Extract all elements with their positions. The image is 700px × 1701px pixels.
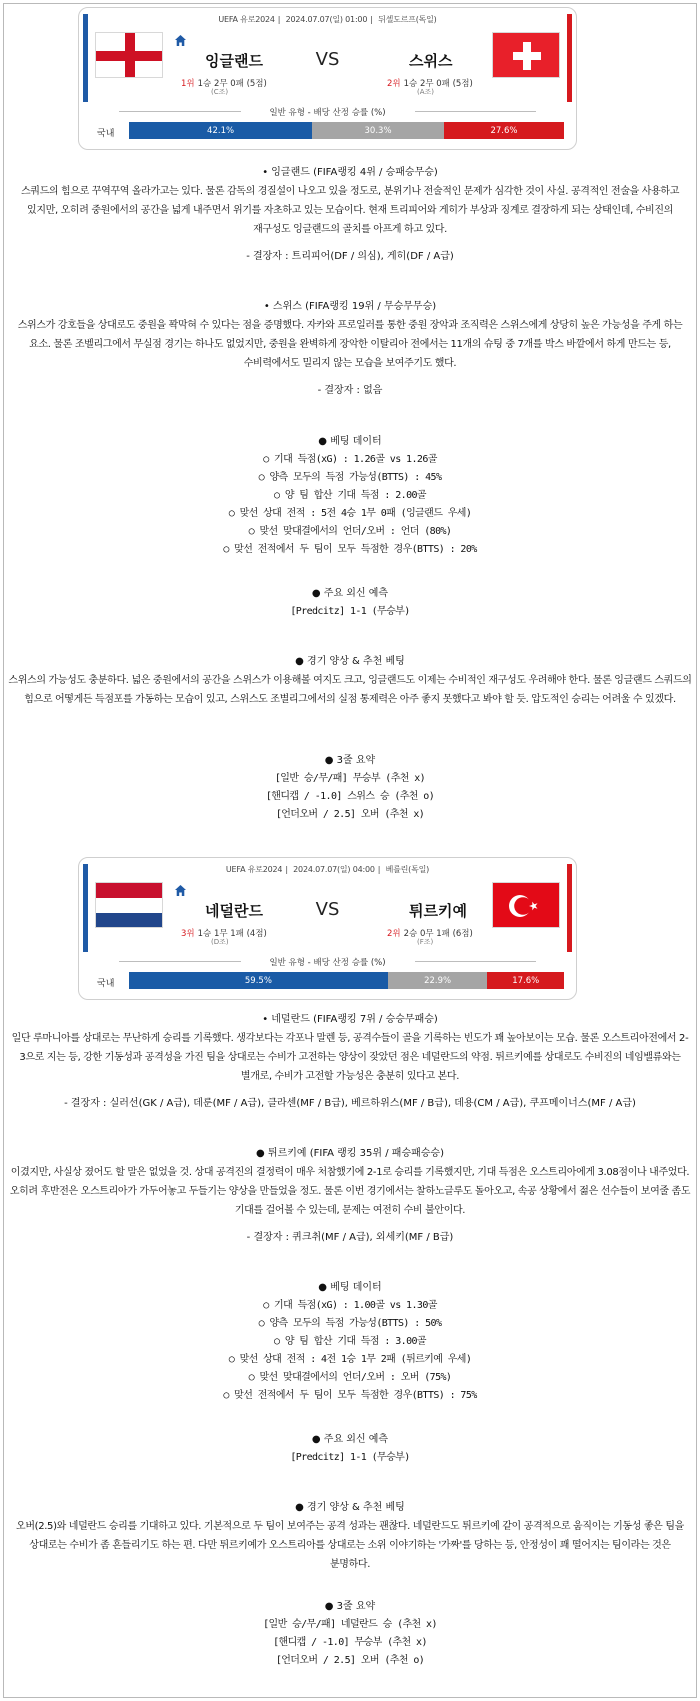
game-preview-text: 스위스의 가능성도 충분하다. 넓은 중원에서의 공간을 스위스가 이용해볼 여지도 크고, 잉글랜드도 이제는 수비적인 재구성도 우려해야 한다. 물론 잉글랜드 스쿼드의 힘으로 어떻게든 득점포를 가동하는 모습이 있고, 스위스도 조별리그에서의 실점 통제력은 아주 좋지 못했다고 봐야 할 듯. 압도적인 승리는 어려울 수 있겠다. (8, 675, 692, 705)
absent-players: - 결장자 : 트리피어(DF / 의심), 게히(DF / A급) (246, 251, 454, 262)
away-group: (A조) (417, 88, 435, 96)
absent-players: - 결장자 : 없음 (317, 385, 383, 396)
summary-item: [핸디캡 / -1.0] 무승부 (추천 x) (273, 1637, 427, 1648)
away-record: 2승 0무 1패 (6점) (403, 929, 473, 939)
away-rank: 2위 (387, 929, 401, 939)
section-title: • 잉글랜드 (FIFA랭킹 4위 / 승패승무승) (262, 167, 438, 178)
betting-data-title: ● 베팅 데이터 (318, 436, 382, 447)
match-meta: UEFA 유로2024 | 2024.07.07(일) 01:00 | 뒤셀도르프(독일) (218, 15, 437, 24)
game-preview-title: ● 경기 양상 & 추천 베팅 (295, 1502, 405, 1513)
away-record: 1승 2무 0패 (5점) (403, 79, 473, 89)
home-group: (C조) (211, 88, 229, 96)
game-preview-text: 오버(2.5)와 네덜란드 승리를 기대하고 있다. 기본적으로 두 팀이 보여주는 공격 성과는 괜찮다. 네덜란드도 튀르키예 같이 공격적으로 움직이는 기동성 좋은 팀을 상대로는 수비가 좀 흔들리기도 하는 편. 다만 튀르키예가 오스트리아를 상대로는 소위 이야기하는 '가짜'를 당하는 등, 안정성이 꽤 떨어지는 팀이라는 것은 분명하다. (16, 1521, 684, 1570)
odds-title-line (119, 106, 536, 117)
summary-title: ● 3줄 요약 (324, 1601, 376, 1612)
odds-title-line (119, 956, 536, 967)
venue-label: 뒤셀도르프(독일) (378, 15, 437, 24)
summary-item: [일반 승/무/패] 무승부 (추천 x) (274, 773, 426, 784)
match-datetime: 2024.07.07(일) 04:00 (293, 865, 375, 874)
vs-label: VS (315, 899, 340, 920)
odds-probability-bar (129, 122, 564, 139)
betting-data-item: ○ 맞선 맞대결에서의 언더/오버 : 오버 (75%) (248, 1372, 452, 1383)
prediction-item: [Predcitz] 1-1 (무승부) (290, 606, 410, 617)
home-team-name: 잉글랜드 (205, 52, 263, 70)
summary-item: [핸디캡 / -1.0] 스위스 승 (추천 o) (265, 791, 435, 802)
away-team-name: 튀르키예 (409, 902, 467, 920)
betting-data-item: ○ 기대 득점(xG) : 1.00골 vs 1.30골 (263, 1300, 437, 1311)
home-team-name: 네덜란드 (205, 902, 263, 920)
betting-data-title: ● 베팅 데이터 (318, 1282, 382, 1293)
home-win-segment: 42.1% (129, 122, 312, 139)
team-analysis-text: 일단 루마니아를 상대로는 무난하게 승리를 기록했다. 생각보다는 각포나 말렌 등, 공격수들이 골을 기록하는 빈도가 꽤 높아보이는 모습. 물론 오스트리아전에서 2-3으로 지는 등, 강한 기동성과 공격성을 가진 팀을 상대로는 수비가 고전하는 양상이 잦았던 점은 네덜란드의 약점. 튀르키예를 상대로도 수비진의 네임밸류와는 별개로, 수비가 고전할 가능성은 충분히 있다고 본다. (11, 1033, 689, 1082)
league-label: UEFA 유로2024 (225, 865, 283, 874)
away-team-name: 스위스 (409, 52, 453, 70)
betting-data-item: ○ 맞선 상대 전적 : 5전 4승 1무 0패 (잉글랜드 우세) (228, 508, 472, 519)
odds-title: 일반 유형 - 배당 산정 승률 (%) (241, 956, 415, 968)
match-card-2[interactable] (78, 857, 577, 1000)
match-card-1[interactable] (78, 7, 577, 150)
betting-data-item: ○ 기대 득점(xG) : 1.26골 vs 1.26골 (263, 454, 437, 465)
away-win-segment: 17.6% (487, 972, 564, 989)
vs-label: VS (315, 49, 340, 70)
match-datetime: 2024.07.07(일) 01:00 (285, 15, 368, 24)
betting-data-item: ○ 맞선 전적에서 두 팀이 모두 득점한 경우(BTTS) : 75% (223, 1390, 477, 1401)
team-analysis-text: 이겼지만, 사실상 졌어도 할 말은 없었을 것. 상대 공격진의 결정력이 매우 처참했기에 2-1로 승리를 기록했지만, 기대 득점은 오스트리아에게 3.08점이나 내주었다. 오히려 후반전은 오스트리아가 가두어놓고 두들기는 양상을 만들었을 정도. 물론 이번 경기에서는 찰하노글루도 돌아오고, 속공 상황에서 젊은 선수들이 보여줄 좀도 기대를 걸어볼 수 있는데, 문제는 여전히 수비 불안이다. (9, 1167, 691, 1216)
betting-data-item: ○ 맞선 맞대결에서의 언더/오버 : 언더 (80%) (248, 526, 452, 537)
betting-data-item: ○ 양 팀 합산 기대 득점 : 3.00골 (273, 1336, 426, 1347)
summary-item: [언더오버 / 2.5] 오버 (추천 x) (275, 809, 425, 820)
summary-item: [일반 승/무/패] 네덜란드 승 (추천 x) (263, 1619, 437, 1630)
prediction-title: ● 주요 외신 예측 (311, 588, 389, 599)
prediction-item: [Predcitz] 1-1 (무승부) (290, 1452, 410, 1463)
home-win-segment: 59.5% (129, 972, 388, 989)
away-group: (F조) (417, 938, 434, 946)
home-record: 1승 2무 0패 (5점) (197, 79, 267, 89)
home-rank: 1위 (181, 79, 195, 89)
game-preview-title: ● 경기 양상 & 추천 베팅 (295, 656, 405, 667)
league-label: UEFA 유로2024 (218, 15, 275, 24)
absent-players: - 결장자 : 실러선(GK / A급), 데룬(MF / A급), 클라센(MF / B급), 베르하위스(MF / B급), 데용(CM / A급), 쿠프메이너스(MF / A급) (64, 1098, 636, 1109)
venue-label: 베를린(독일) (385, 865, 430, 874)
switzerland-flag (492, 32, 560, 78)
absent-players: - 결장자 : 퀴크취(MF / A급), 외세키(MF / B급) (246, 1232, 454, 1243)
away-rank: 2위 (387, 79, 401, 89)
match-meta: UEFA 유로2024 | 2024.07.07(일) 04:00 | 베를린(독일) (225, 865, 430, 874)
betting-data-item: ○ 맞선 상대 전적 : 4전 1승 1무 2패 (튀르키예 우세) (228, 1354, 472, 1365)
home-icon (174, 884, 188, 898)
draw-segment: 30.3% (312, 122, 444, 139)
summary-item: [언더오버 / 2.5] 오버 (추천 o) (275, 1655, 425, 1666)
team-analysis-text: 스쿼드의 힘으로 꾸역꾸역 올라가고는 있다. 물론 감독의 경질설이 나오고 있을 정도로, 분위기나 전술적인 문제가 심각한 것이 사실. 공격적인 전술을 사용하고 있지만, 오히려 중원에서의 공간을 넓게 내주면서 위기를 자초하고 있는 모습이다. 현재 트리피어와 게히가 부상과 징계로 결장하게 되는 상태인데, 수비진의 재구성도 잉글랜드의 골치를 아프게 하고 있다. (20, 186, 680, 235)
home-group: (D조) (211, 938, 229, 946)
odds-title: 일반 유형 - 배당 산정 승률 (%) (241, 106, 415, 118)
turkey-flag (492, 882, 560, 928)
draw-segment: 22.9% (388, 972, 488, 989)
section-title: • 스위스 (FIFA랭킹 19위 / 무승무무승) (263, 301, 437, 312)
home-icon (174, 34, 188, 48)
betting-data-item: ○ 양측 모두의 득점 가능성(BTTS) : 50% (258, 1318, 442, 1329)
section-title: ● 튀르키예 (FIFA 랭킹 35위 / 패승패승승) (256, 1148, 444, 1159)
odds-domestic-label: 국내 (97, 129, 115, 139)
prediction-title: ● 주요 외신 예측 (311, 1434, 389, 1445)
odds-probability-bar (129, 972, 564, 989)
team-analysis-text: 스위스가 강호들을 상대로도 중원을 꽉막혀 수 있다는 점을 증명했다. 자카와 프로일러를 통한 중원 장악과 조직력은 스위스에게 상당히 높은 가능성을 주게 하는 요소. 물론 조벨리그에서 무실점 경기는 하나도 없었지만, 중원을 완벽하게 장악한 이탈리아 전에서는 11개의 슈팅 중 7개를 박스 바깥에서 하게 만드는 등, 수비력에서도 밀리지 않는 모습을 보여주기도 했다. (17, 320, 683, 369)
betting-data-item: ○ 양 팀 합산 기대 득점 : 2.00골 (273, 490, 426, 501)
betting-data-item: ○ 맞선 전적에서 두 팀이 모두 득점한 경우(BTTS) : 20% (223, 544, 477, 555)
home-record: 1승 1무 1패 (4점) (197, 929, 267, 939)
summary-title: ● 3줄 요약 (324, 755, 376, 766)
betting-data-item: ○ 양측 모두의 득점 가능성(BTTS) : 45% (258, 472, 442, 483)
home-rank: 3위 (181, 929, 195, 939)
away-win-segment: 27.6% (444, 122, 564, 139)
odds-domestic-label: 국내 (97, 979, 115, 989)
section-title: • 네덜란드 (FIFA랭킹 7위 / 승승무패승) (262, 1014, 438, 1025)
